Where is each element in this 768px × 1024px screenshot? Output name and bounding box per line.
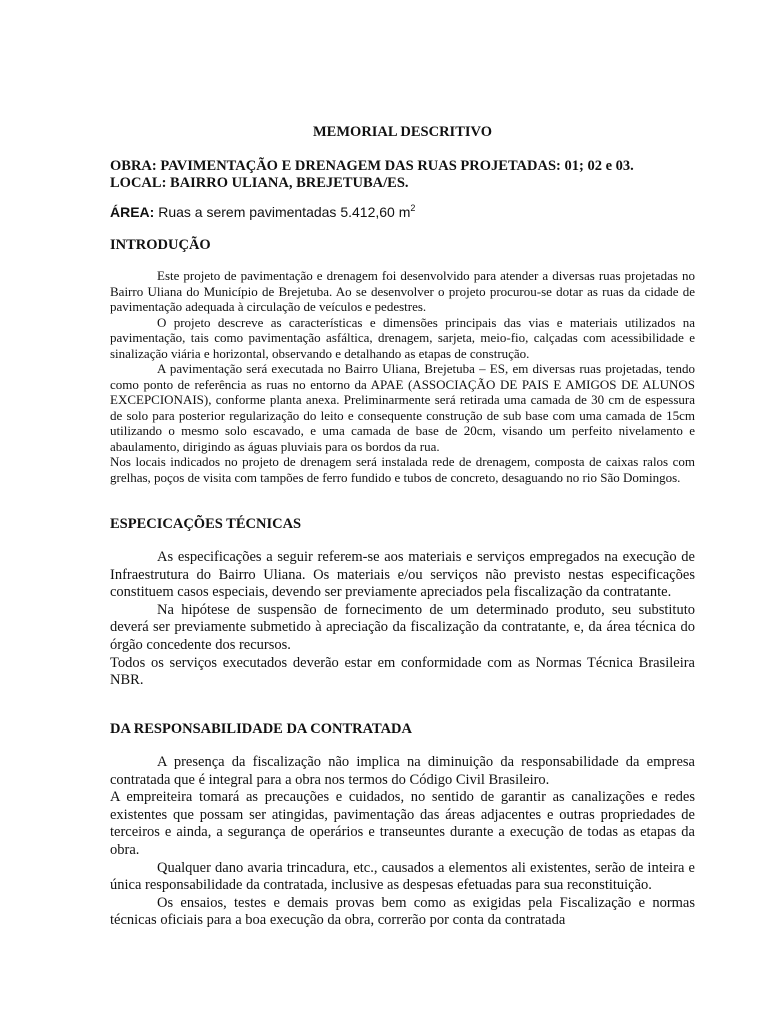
area-superscript: 2 (410, 203, 416, 213)
paragraph: Os ensaios, testes e demais provas bem como as exigidas pela Fiscalização e normas técnicas oficiais para a boa execução da obra, correrão por conta da contratada (110, 894, 695, 929)
section-body-responsabilidade (110, 754, 695, 930)
paragraph: Todos os serviços executados deverão estar em conformidade com as Normas Técnica Brasileira NBR. (110, 654, 695, 689)
paragraph: Nos locais indicados no projeto de drenagem será instalada rede de drenagem, composta de caixas ralos com grelhas, poços de visita com tampões de ferro fundido e tubos de concreto, desaguando no rio São Domingos. (110, 454, 695, 485)
section-heading-responsabilidade: DA RESPONSABILIDADE DA CONTRATADA (110, 721, 412, 737)
paragraph: As especificações a seguir referem-se aos materiais e serviços empregados na execução de Infraestrutura do Bairro Uliana. Os materiais e/ou serviços não previsto nestas especificações constituem casos especiais, devendo ser previamente apreciados pela fiscalização da contratante. (110, 549, 695, 601)
obra-line: OBRA: PAVIMENTAÇÃO E DRENAGEM DAS RUAS PROJETADAS: 01; 02 e 03. (110, 158, 634, 174)
paragraph: Na hipótese de suspensão de fornecimento de um determinado produto, seu substituto deverá ser previamente submetido à apreciação da fiscalização da contratante, e, da área técnica do órgão concedente dos recursos. (110, 601, 695, 653)
paragraph: Este projeto de pavimentação e drenagem foi desenvolvido para atender a diversas ruas projetadas no Bairro Uliana do Município de Brejetuba. Ao se desenvolver o projeto procurou-se dotar as ruas da cidade de pavimentação adequada à circulação de veículos e pedestres. (110, 268, 695, 314)
area-label: ÁREA: (110, 204, 155, 220)
section-heading-introducao: INTRODUÇÃO (110, 237, 211, 253)
paragraph: A pavimentação será executada no Bairro Uliana, Brejetuba – ES, em diversas ruas projetadas, tendo como ponto de referência as ruas no entorno da APAE (ASSOCIAÇÃO DE PAIS E AMIGOS DE ALUNOS EXCEPCIONAIS), conforme planta anexa. Preliminarmente será retirada uma camada de 30 cm de espessura de solo para posterior regularização do leito e consequente construção de sub base com uma camada de 15cm utilizando o mesmo solo escavado, e uma camada de base de 20cm, visando um perfeito nivelamento e abaulamento, dirigindo as águas pluviais para os bordos da rua. (110, 361, 695, 454)
section-body-introducao (110, 268, 695, 485)
project-header (110, 158, 634, 192)
paragraph: A empreiteira tomará as precauções e cuidados, no sentido de garantir as canalizações e redes existentes que possam ser atingidas, pavimentação das áreas adjacentes e outras propriedades de terceiros e ainda, a segurança de operários e transeuntes durante a execução de todas as etapas da obra. (110, 789, 695, 858)
paragraph: O projeto descreve as características e dimensões principais das vias e materiais utilizados na pavimentação, tais como pavimentação asfáltica, drenagem, sarjeta, meio-fio, calçadas com acessibilidade e sinalização viária e horizontal, observando e detalhando as etapas de construção. (110, 314, 695, 361)
paragraph: Qualquer dano avaria trincadura, etc., causados a elementos ali existentes, serão de inteira e única responsabilidade da contratada, inclusive as despesas efetuadas para sua reconstituição. (110, 859, 695, 894)
paragraph: A presença da fiscalização não implica na diminuição da responsabilidade da empresa contratada que é integral para a obra nos termos do Código Civil Brasileiro. (110, 754, 695, 788)
area-line (110, 204, 415, 220)
section-heading-especificacoes: ESPECICAÇÕES TÉCNICAS (110, 516, 302, 532)
area-text: Ruas a serem pavimentadas 5.412,60 m (158, 204, 411, 220)
section-body-especificacoes (110, 549, 695, 690)
document-title: MEMORIAL DESCRITIVO (313, 124, 492, 140)
local-line: LOCAL: BAIRRO ULIANA, BREJETUBA/ES. (110, 175, 409, 191)
